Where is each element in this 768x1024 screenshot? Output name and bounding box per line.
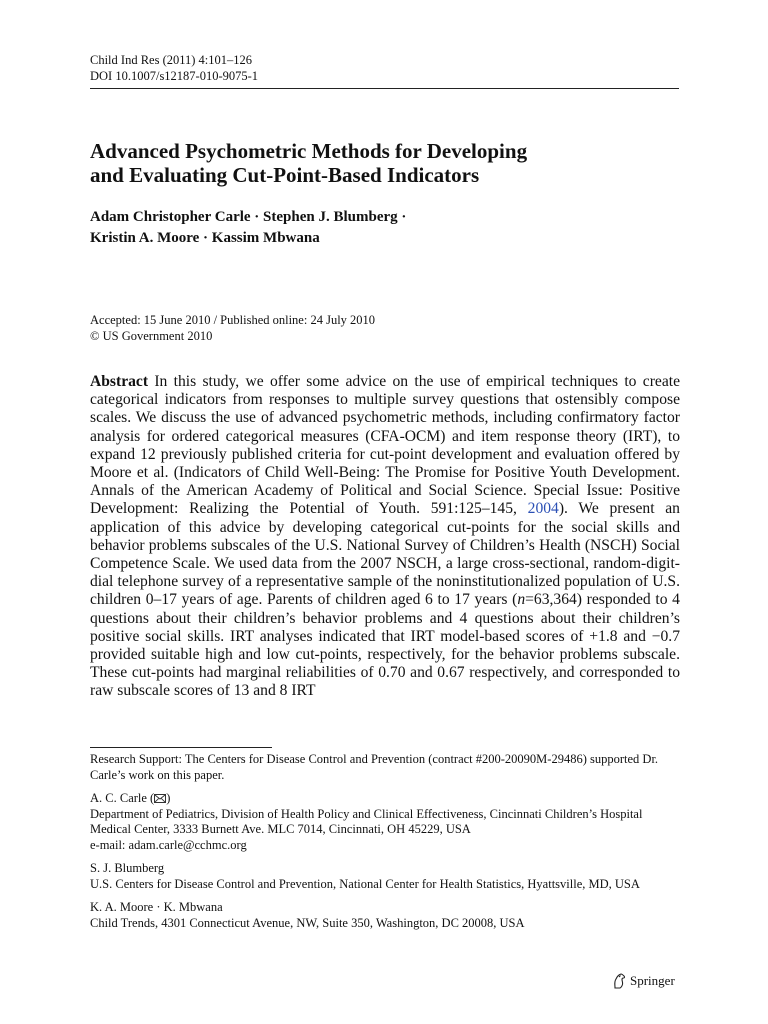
carle-name-end: )	[166, 791, 171, 805]
carle-affiliation	[90, 791, 680, 853]
footnote-rule	[90, 747, 272, 748]
header-rule	[90, 88, 679, 89]
abstract-text-3: =63,364) responded to 4 questions about their children’s behavior problems and 4 questions about their children’s positive social skills. IRT analyses indicated that IRT model-based scores of +1.8 and −0.7 provided suitable high and low cut-points, respectively, for the behavior problems subscale. These cut-points had marginal reliabilities of 0.70 and 0.67 respectively, and corresponded to raw subscale scores of 13 and 8 IRT	[90, 591, 680, 700]
moore-name: K. A. Moore · K. Mbwana	[90, 900, 223, 914]
abstract	[90, 373, 680, 701]
title-line-2: and Evaluating Cut-Point-Based Indicators	[90, 163, 480, 187]
n-symbol: n	[517, 591, 526, 609]
carle-name: A. C. Carle (	[90, 791, 155, 805]
springer-horse-icon	[612, 973, 626, 989]
moore-affil: Child Trends, 4301 Connecticut Avenue, NW, Suite 350, Washington, DC 20008, USA	[90, 915, 525, 930]
copyright: © US Government 2010	[90, 329, 213, 343]
publication-dates	[90, 312, 375, 344]
author-list	[90, 207, 680, 249]
abstract-text-2: ). We present an application of this advice by developing categorical cut-points for the social skills and behavior problems subscales of the U.S. National Survey of Children’s Health (NSCH) Social Competence Scale. We used data from the 2007 NSCH, a large cross-sectional, random-digit-dial telephone survey of a representative sample of the noninstitutionalized population of U.S. children 0–17 years of age. Parents of children aged 6 to 17 years (	[90, 500, 680, 609]
footnotes	[90, 752, 680, 931]
citation-link[interactable]: 2004	[527, 500, 559, 518]
abstract-text-1: In this study, we offer some advice on the use of empirical techniques to create categorical indicators from responses to multiple survey questions that ostensibly compose scales. We discuss the use of advanced psychometric methods, including confirmatory factor analysis for ordered categorical measures (CFA-OCM) and item response theory (IRT), to expand 12 previously published criteria for cut-point development and evaluation offered by Moore et al. (Indicators of Child Well-Being: The Promise for Positive Youth Development. Annals of the American Academy of Political and Social Science. Special Issue: Positive Development: Realizing the Potential of Youth. 591:125–145,	[90, 373, 680, 518]
blumberg-affiliation	[90, 861, 680, 892]
journal-citation: Child Ind Res (2011) 4:101–126	[90, 53, 253, 67]
paper-title	[90, 139, 680, 187]
authors-line-2: Kristin A. Moore · Kassim Mbwana	[90, 230, 320, 246]
envelope-icon[interactable]	[154, 794, 166, 803]
title-line-1: Advanced Psychometric Methods for Developing	[90, 139, 528, 163]
publisher-name: Springer	[630, 973, 675, 988]
journal-header	[90, 52, 258, 84]
publisher-logo	[612, 973, 675, 989]
blumberg-name: S. J. Blumberg	[90, 861, 165, 875]
authors-line-1: Adam Christopher Carle · Stephen J. Blumberg ·	[90, 209, 407, 225]
carle-affil: Department of Pediatrics, Division of Health Policy and Clinical Effectiveness, Cincinnati Children’s Hospital Medical Center, 3333 Burnett Ave. MLC 7014, Cincinnati, OH 45229, USA	[90, 806, 643, 836]
research-support: Research Support: The Centers for Disease Control and Prevention (contract #200-20090M-29486) supported Dr. Carle’s work on this paper.	[90, 752, 659, 782]
doi[interactable]: DOI 10.1007/s12187-010-9075-1	[90, 69, 259, 83]
moore-affiliation	[90, 900, 680, 931]
abstract-label: Abstract	[90, 373, 149, 390]
blumberg-affil: U.S. Centers for Disease Control and Prevention, National Center for Health Statistics, Hyattsville, MD, USA	[90, 876, 640, 891]
carle-email[interactable]: e-mail: adam.carle@cchmc.org	[90, 837, 247, 852]
accepted-published: Accepted: 15 June 2010 / Published online: 24 July 2010	[90, 313, 376, 327]
